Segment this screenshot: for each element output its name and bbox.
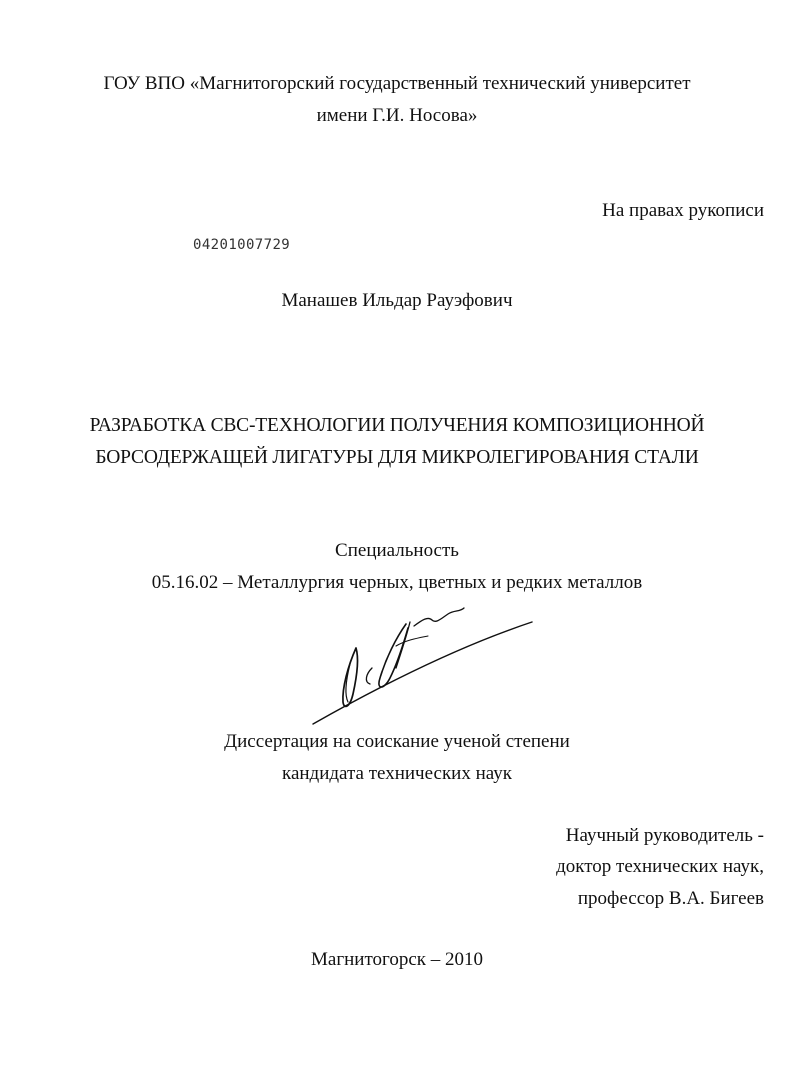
author-name: Манашев Ильдар Рауэфович [281,290,513,311]
catalog-number-stamp: 04201007729 [193,237,291,253]
institution-line-2: имени Г.И. Носова» [316,105,478,126]
supervisor-line-2: доктор технических наук, [556,856,764,877]
specialty-label: Специальность [335,540,459,561]
title-line-1: РАЗРАБОТКА СВС-ТЕХНОЛОГИИ ПОЛУЧЕНИЯ КОМПОЗИЦИОННОЙ [89,415,705,436]
specialty-code: 05.16.02 – Металлургия черных, цветных и редких металлов [151,572,643,593]
supervisor-line-1: Научный руководитель - [565,825,764,846]
dissertation-line-2: кандидата технических наук [282,763,512,784]
institution-line-1: ГОУ ВПО «Магнитогорский государственный технический университет [103,73,691,94]
city-year-footer: Магнитогорск – 2010 [311,949,483,970]
dissertation-line-1: Диссертация на соискание ученой степени [224,731,570,752]
supervisor-line-3: профессор В.А. Бигеев [577,888,764,909]
title-line-2: БОРСОДЕРЖАЩЕЙ ЛИГАТУРЫ ДЛЯ МИКРОЛЕГИРОВАНИЯ СТАЛИ [95,447,699,468]
signature-image [310,606,536,728]
manuscript-note: На правах рукописи [602,200,764,221]
